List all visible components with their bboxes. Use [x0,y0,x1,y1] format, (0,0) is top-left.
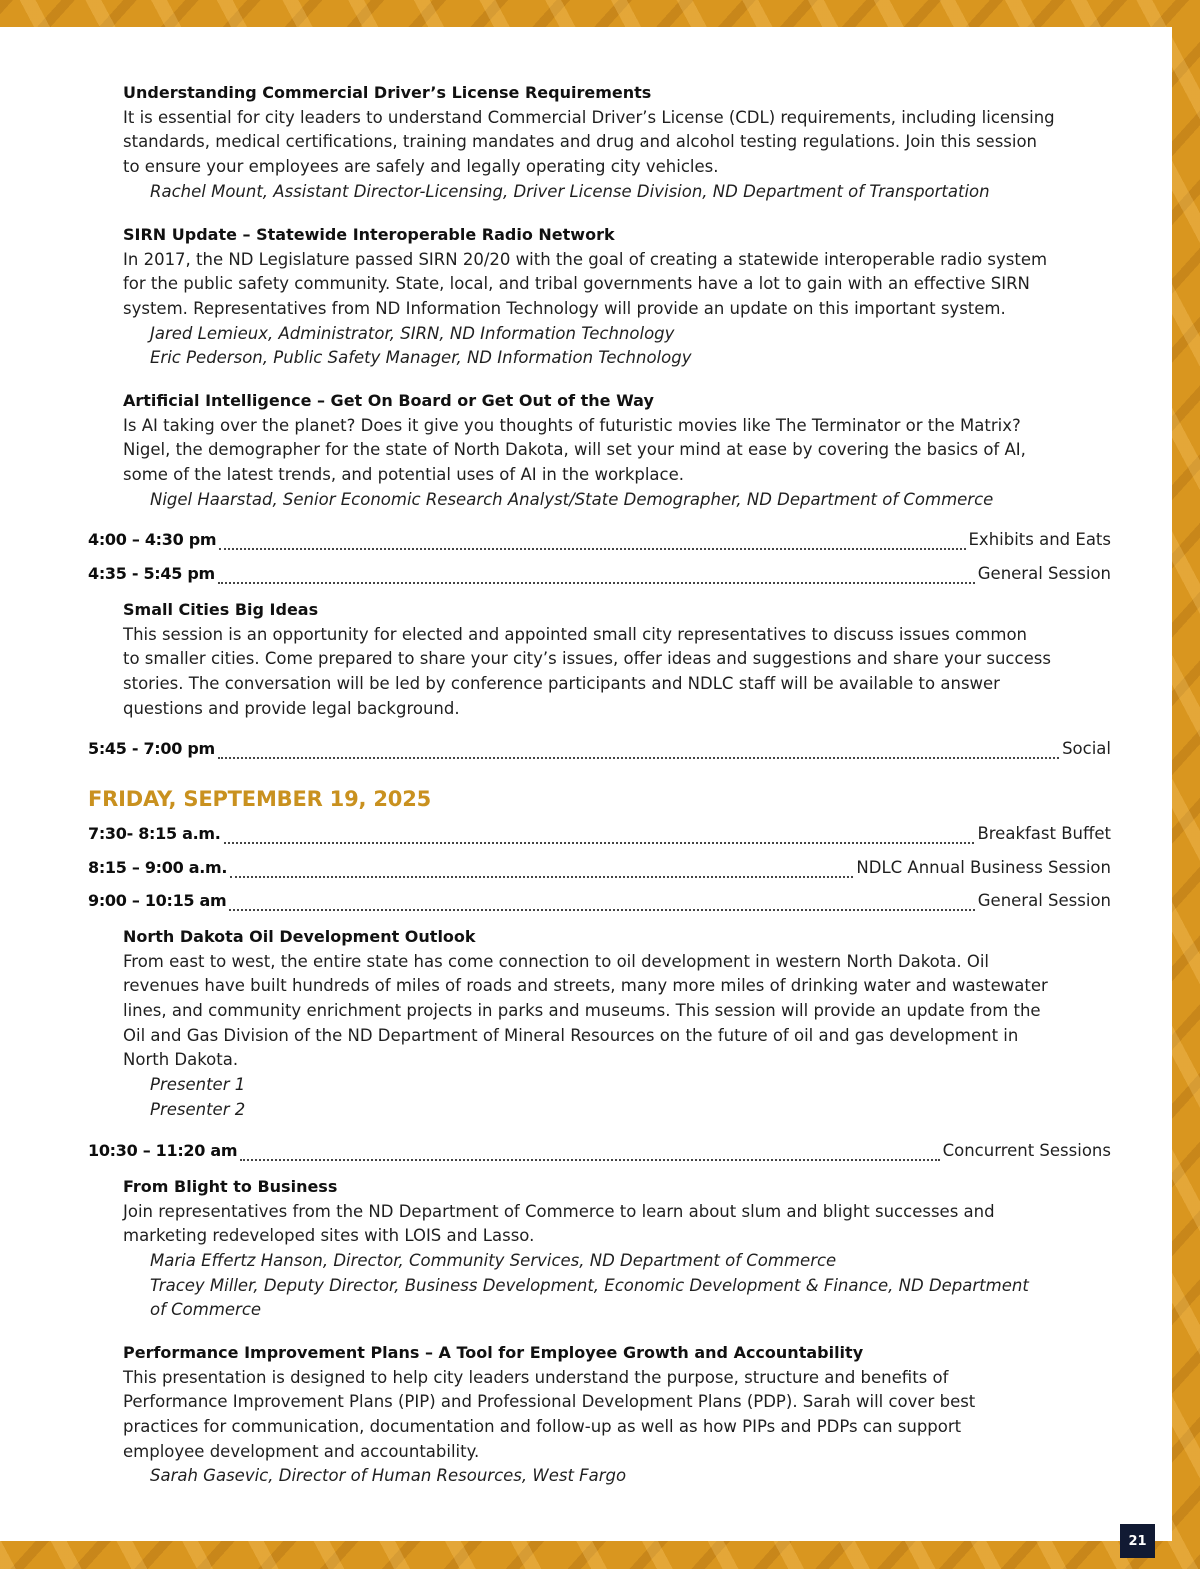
dot-leader [230,876,853,878]
session-desc-line: to ensure your employees are safely and legally operating city vehicles. [123,156,719,176]
session-desc-line: standards, medical certifications, training mandates and drug and alcohol testing regulations. Join this session [123,132,1038,152]
session-speaker: Presenter 2 [150,1099,246,1119]
schedule-time: 5:45 - 7:00 pm [88,739,215,758]
schedule-time: 4:00 – 4:30 pm [88,530,217,549]
dot-leader [218,757,1059,759]
page-number: 21 [1120,1524,1155,1558]
session-desc-line: practices for communication, documentation and follow-up as well as how PIPs and PDPs can support [123,1416,962,1436]
session-sirn [123,223,1113,371]
session-title: Understanding Commercial Driver’s License Requirements [123,83,652,102]
session-desc-line: lines, and community enrichment projects in parks and museums. This session will provide an update from the [123,1000,1041,1020]
dot-leader [224,842,975,844]
session-desc-line: Performance Improvement Plans (PIP) and Professional Development Plans (PDP). Sarah will cover best [123,1392,976,1412]
session-desc-line: Join representatives from the ND Department of Commerce to learn about slum and blight successes and [123,1201,995,1221]
session-desc-line: to smaller cities. Come prepared to share your city’s issues, offer ideas and suggestions and share your success [123,649,1051,669]
schedule-time: 9:00 – 10:15 am [88,891,227,910]
session-speaker: of Commerce [150,1300,262,1320]
session-desc-line: system. Representatives from ND Information Technology will provide an update on this important system. [123,298,1006,318]
schedule-row [88,564,1111,588]
schedule-label: Social [1062,739,1111,758]
session-desc-line: Is AI taking over the planet? Does it give you thoughts of futuristic movies like The Terminator or the Matrix? [123,415,1021,435]
session-cdl [123,81,1113,204]
session-desc-line: Nigel, the demographer for the state of North Dakota, will set your mind at ease by covering the basics of AI, [123,440,1026,460]
session-ai [123,389,1113,512]
session-desc-line: for the public safety community. State, local, and tribal governments have a lot to gain with an effective SIRN [123,274,1030,294]
session-desc-line: North Dakota. [123,1050,239,1070]
session-title: Small Cities Big Ideas [123,600,319,619]
schedule-time: 10:30 – 11:20 am [88,1141,238,1160]
session-speaker: Eric Pederson, Public Safety Manager, ND Information Technology [150,348,692,368]
schedule-time: 8:15 – 9:00 a.m. [88,858,228,877]
session-desc-line: employee development and accountability. [123,1441,480,1461]
session-title: Performance Improvement Plans – A Tool for Employee Growth and Accountability [123,1343,864,1362]
schedule-label: General Session [977,564,1111,583]
session-pip [123,1341,1113,1489]
session-desc-line: revenues have built hundreds of miles of roads and streets, many more miles of drinking water and wastewater [123,976,1048,996]
session-desc-line: questions and provide legal background. [123,698,460,718]
session-speaker: Nigel Haarstad, Senior Economic Research Analyst/State Demographer, ND Department of Commerce [150,489,994,509]
session-speaker: Presenter 1 [150,1075,246,1095]
session-title: SIRN Update – Statewide Interoperable Radio Network [123,225,615,244]
session-speaker: Maria Effertz Hanson, Director, Community Services, ND Department of Commerce [150,1250,837,1270]
session-title: Artificial Intelligence – Get On Board or Get Out of the Way [123,391,654,410]
program-page [0,27,1172,1541]
schedule-time: 4:35 - 5:45 pm [88,564,215,583]
schedule-label: Exhibits and Eats [968,530,1111,549]
dot-leader [229,909,974,911]
session-desc-line: marketing redeveloped sites with LOIS and Lasso. [123,1226,535,1246]
schedule-label: Breakfast Buffet [977,824,1111,843]
session-speaker: Tracey Miller, Deputy Director, Business Development, Economic Development & Finance, ND Department [150,1275,1029,1295]
dot-leader [218,582,975,584]
session-desc-line: Oil and Gas Division of the ND Department of Mineral Resources on the future of oil and gas development in [123,1025,1019,1045]
schedule-time: 7:30- 8:15 a.m. [88,824,221,843]
schedule-label: Concurrent Sessions [942,1141,1111,1160]
session-title: North Dakota Oil Development Outlook [123,927,476,946]
session-desc-line: some of the latest trends, and potential uses of AI in the workplace. [123,464,685,484]
session-speaker: Rachel Mount, Assistant Director-Licensing, Driver License Division, ND Department of Transportation [150,181,990,201]
session-desc-line: stories. The conversation will be led by conference participants and NDLC staff will be available to answer [123,673,1000,693]
session-desc-line: This presentation is designed to help city leaders understand the purpose, structure and benefits of [123,1367,949,1387]
schedule-row [88,858,1111,882]
session-title: From Blight to Business [123,1177,338,1196]
schedule-row [88,1141,1111,1165]
session-small-cities [123,598,1113,721]
session-speaker: Jared Lemieux, Administrator, SIRN, ND Information Technology [150,323,675,343]
schedule-row [88,530,1111,554]
dot-leader [219,548,965,550]
dot-leader [240,1159,939,1161]
session-desc-line: From east to west, the entire state has come connection to oil development in western North Dakota. Oil [123,951,990,971]
schedule-row [88,824,1111,848]
schedule-label: General Session [977,891,1111,910]
session-oil [123,925,1113,1122]
schedule-label: NDLC Annual Business Session [856,858,1111,877]
session-speaker: Sarah Gasevic, Director of Human Resources, West Fargo [150,1466,627,1486]
session-desc-line: It is essential for city leaders to understand Commercial Driver’s License (CDL) requirements, including licensing [123,107,1055,127]
schedule-row [88,891,1111,915]
session-desc-line: In 2017, the ND Legislature passed SIRN 20/20 with the goal of creating a statewide interoperable radio system [123,249,1048,269]
session-desc-line: This session is an opportunity for elected and appointed small city representatives to discuss issues common [123,624,1028,644]
schedule-row [88,739,1111,763]
day-heading: FRIDAY, SEPTEMBER 19, 2025 [88,787,432,811]
session-blight [123,1175,1113,1323]
